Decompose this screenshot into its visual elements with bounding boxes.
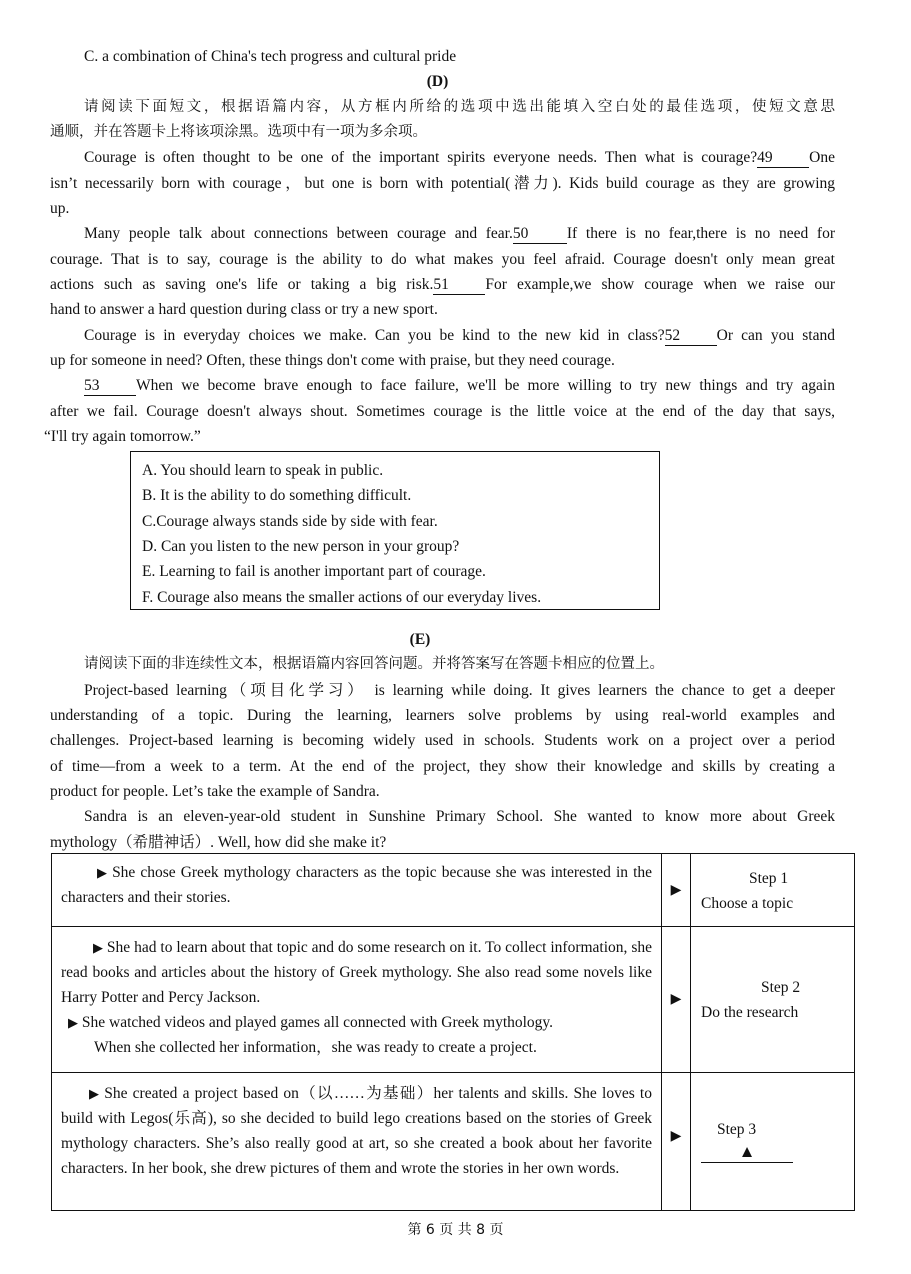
bullet-triangle-icon: ▶ (93, 940, 103, 955)
section-d-instruction: 请阅读下面短文，根据语篇内容，从方框内所给的选项中选出能填入空白处的最佳选项，使短文意思 (84, 99, 835, 115)
bullet-triangle-icon: ▶ (68, 1015, 78, 1030)
arrow-right-icon: ▶ (662, 854, 691, 927)
step-3-description: ▶ She created a project based on（以……为基础）her talents and skills. She loves to build with Legos(乐高), so she decided to build lego creations based on the stories of Greek mythology characters. She’s also really good at art, so she created a book about her favorite characters. In her book, she drew pictures of them and wrote the stories in her own words. (52, 1073, 662, 1211)
d-paragraph-2-line-4: hand to answer a hard question during class or try a new sport. (50, 301, 438, 318)
d-paragraph-2-line-1: Many people talk about connections between courage and fear.50 If there is no fear,there is no need for (84, 225, 835, 242)
e-paragraph-1-line-5: product for people. Let’s take the example of Sandra. (50, 783, 380, 800)
section-e-heading: (E) (409, 631, 431, 648)
step-3-box (691, 1073, 855, 1211)
blank-53[interactable]: 53 (84, 377, 136, 396)
d-paragraph-1-line-3: up. (50, 200, 70, 217)
blank-51[interactable]: 51 (433, 276, 485, 295)
section-e-instruction: 请阅读下面的非连续性文本，根据语篇内容回答问题。并将答案写在答题卡相应的位置上。 (84, 656, 664, 672)
d-paragraph-4-line-3: “I'll try again tomorrow.” (44, 428, 201, 445)
step-3-answer-blank[interactable] (701, 1142, 793, 1163)
section-d-heading: (D) (426, 73, 449, 90)
project-steps-table (51, 853, 855, 1211)
step-1-title: Step 1 (749, 870, 789, 887)
page-footer: 第 6 页 共 8 页 (407, 1222, 504, 1238)
d-paragraph-3-line-2: up for someone in need? Often, these things don't come with praise, but they need courage. (50, 352, 615, 369)
d-paragraph-3-line-1: Courage is in everyday choices we make. Can you be kind to the new kid in class?52 Or can you stand (84, 327, 835, 344)
table-row (52, 1073, 855, 1211)
option-c: C.Courage always stands side by side with fear. (142, 513, 438, 530)
option-a: A. You should learn to speak in public. (142, 462, 384, 479)
section-d-instruction-2: 通顺，并在答题卡上将该项涂黑。选项中有一项为多余项。 (50, 124, 427, 140)
option-b: B. It is the ability to do something difficult. (142, 487, 412, 504)
d-paragraph-2-line-3: actions such as saving one's life or taking a big risk.51 For example,we show courage when we raise our (50, 276, 835, 293)
e-paragraph-1-line-2: understanding of a topic. During the learning, learners solve problems by using real-world examples and (50, 707, 835, 724)
prev-option-c: C. a combination of China's tech progress and cultural pride (84, 48, 457, 65)
blank-49[interactable]: 49 (757, 149, 809, 168)
step-2-label: Do the research (701, 1004, 799, 1021)
e-paragraph-1-line-1: Project-based learning（项目化学习） is learning while doing. It gives learners the chance to get a deeper (84, 682, 835, 699)
d-paragraph-4-line-1: 53 When we become brave enough to face failure, we'll be more willing to try new things and try again (84, 377, 835, 394)
bullet-triangle-icon: ▶ (89, 1086, 99, 1101)
step-1-box (691, 854, 855, 927)
d-paragraph-4-line-2: after we fail. Courage doesn't always shout. Sometimes courage is the little voice at the end of the day that says, (50, 403, 835, 420)
step-2-title: Step 2 (761, 979, 801, 996)
option-f: F. Courage also means the smaller actions of our everyday lives. (142, 589, 542, 606)
bullet-triangle-icon: ▶ (97, 865, 107, 880)
d-paragraph-2-line-2: courage. That is to say, courage is the ability to do what makes you feel afraid. Courage doesn't only mean great (50, 251, 835, 268)
d-paragraph-1-line-1: Courage is often thought to be one of the important spirits everyone needs. Then what is courage?49 One (84, 149, 835, 166)
e-paragraph-1-line-4: of time—from a week to a term. At the end of the project, they show their knowledge and skills by creating a (50, 758, 835, 775)
blank-52[interactable]: 52 (665, 327, 717, 346)
options-box (130, 451, 660, 610)
e-paragraph-1-line-3: challenges. Project-based learning is becoming widely used in schools. Students work on a project over a period (50, 732, 835, 749)
option-e: E. Learning to fail is another important part of courage. (142, 563, 486, 580)
arrow-right-icon: ▶ (662, 927, 691, 1073)
step-3-title: Step 3 (717, 1121, 757, 1138)
step-2-description: ▶ She had to learn about that topic and do some research on it. To collect information, she read books and articles about the history of Greek mythology. She also read some novels like Harry Potter and Percy Jackson. ▶ She watched videos and played games all connected with Greek mythology. When she collected her information，she was ready to create a project. (52, 927, 662, 1073)
d-paragraph-1-line-2: isn’t necessarily born with courage，but one is born with potential(潜力). Kids build courage as they are growing (50, 175, 835, 192)
step-1-description: ▶ She chose Greek mythology characters as the topic because she was interested in the characters and their stories. (52, 854, 662, 927)
table-row (52, 854, 855, 927)
arrow-right-icon: ▶ (662, 1073, 691, 1211)
blank-marker-triangle-icon: ▲ (738, 1142, 756, 1161)
option-d: D. Can you listen to the new person in your group? (142, 538, 460, 555)
e-paragraph-2-line-1: Sandra is an eleven-year-old student in Sunshine Primary School. She wanted to know more about Greek (84, 808, 835, 825)
blank-50[interactable]: 50 (513, 225, 567, 244)
step-2-box (691, 927, 855, 1073)
table-row (52, 927, 855, 1073)
e-paragraph-2-line-2: mythology（希腊神话）. Well, how did she make it? (50, 834, 387, 851)
step-1-label: Choose a topic (701, 895, 794, 912)
